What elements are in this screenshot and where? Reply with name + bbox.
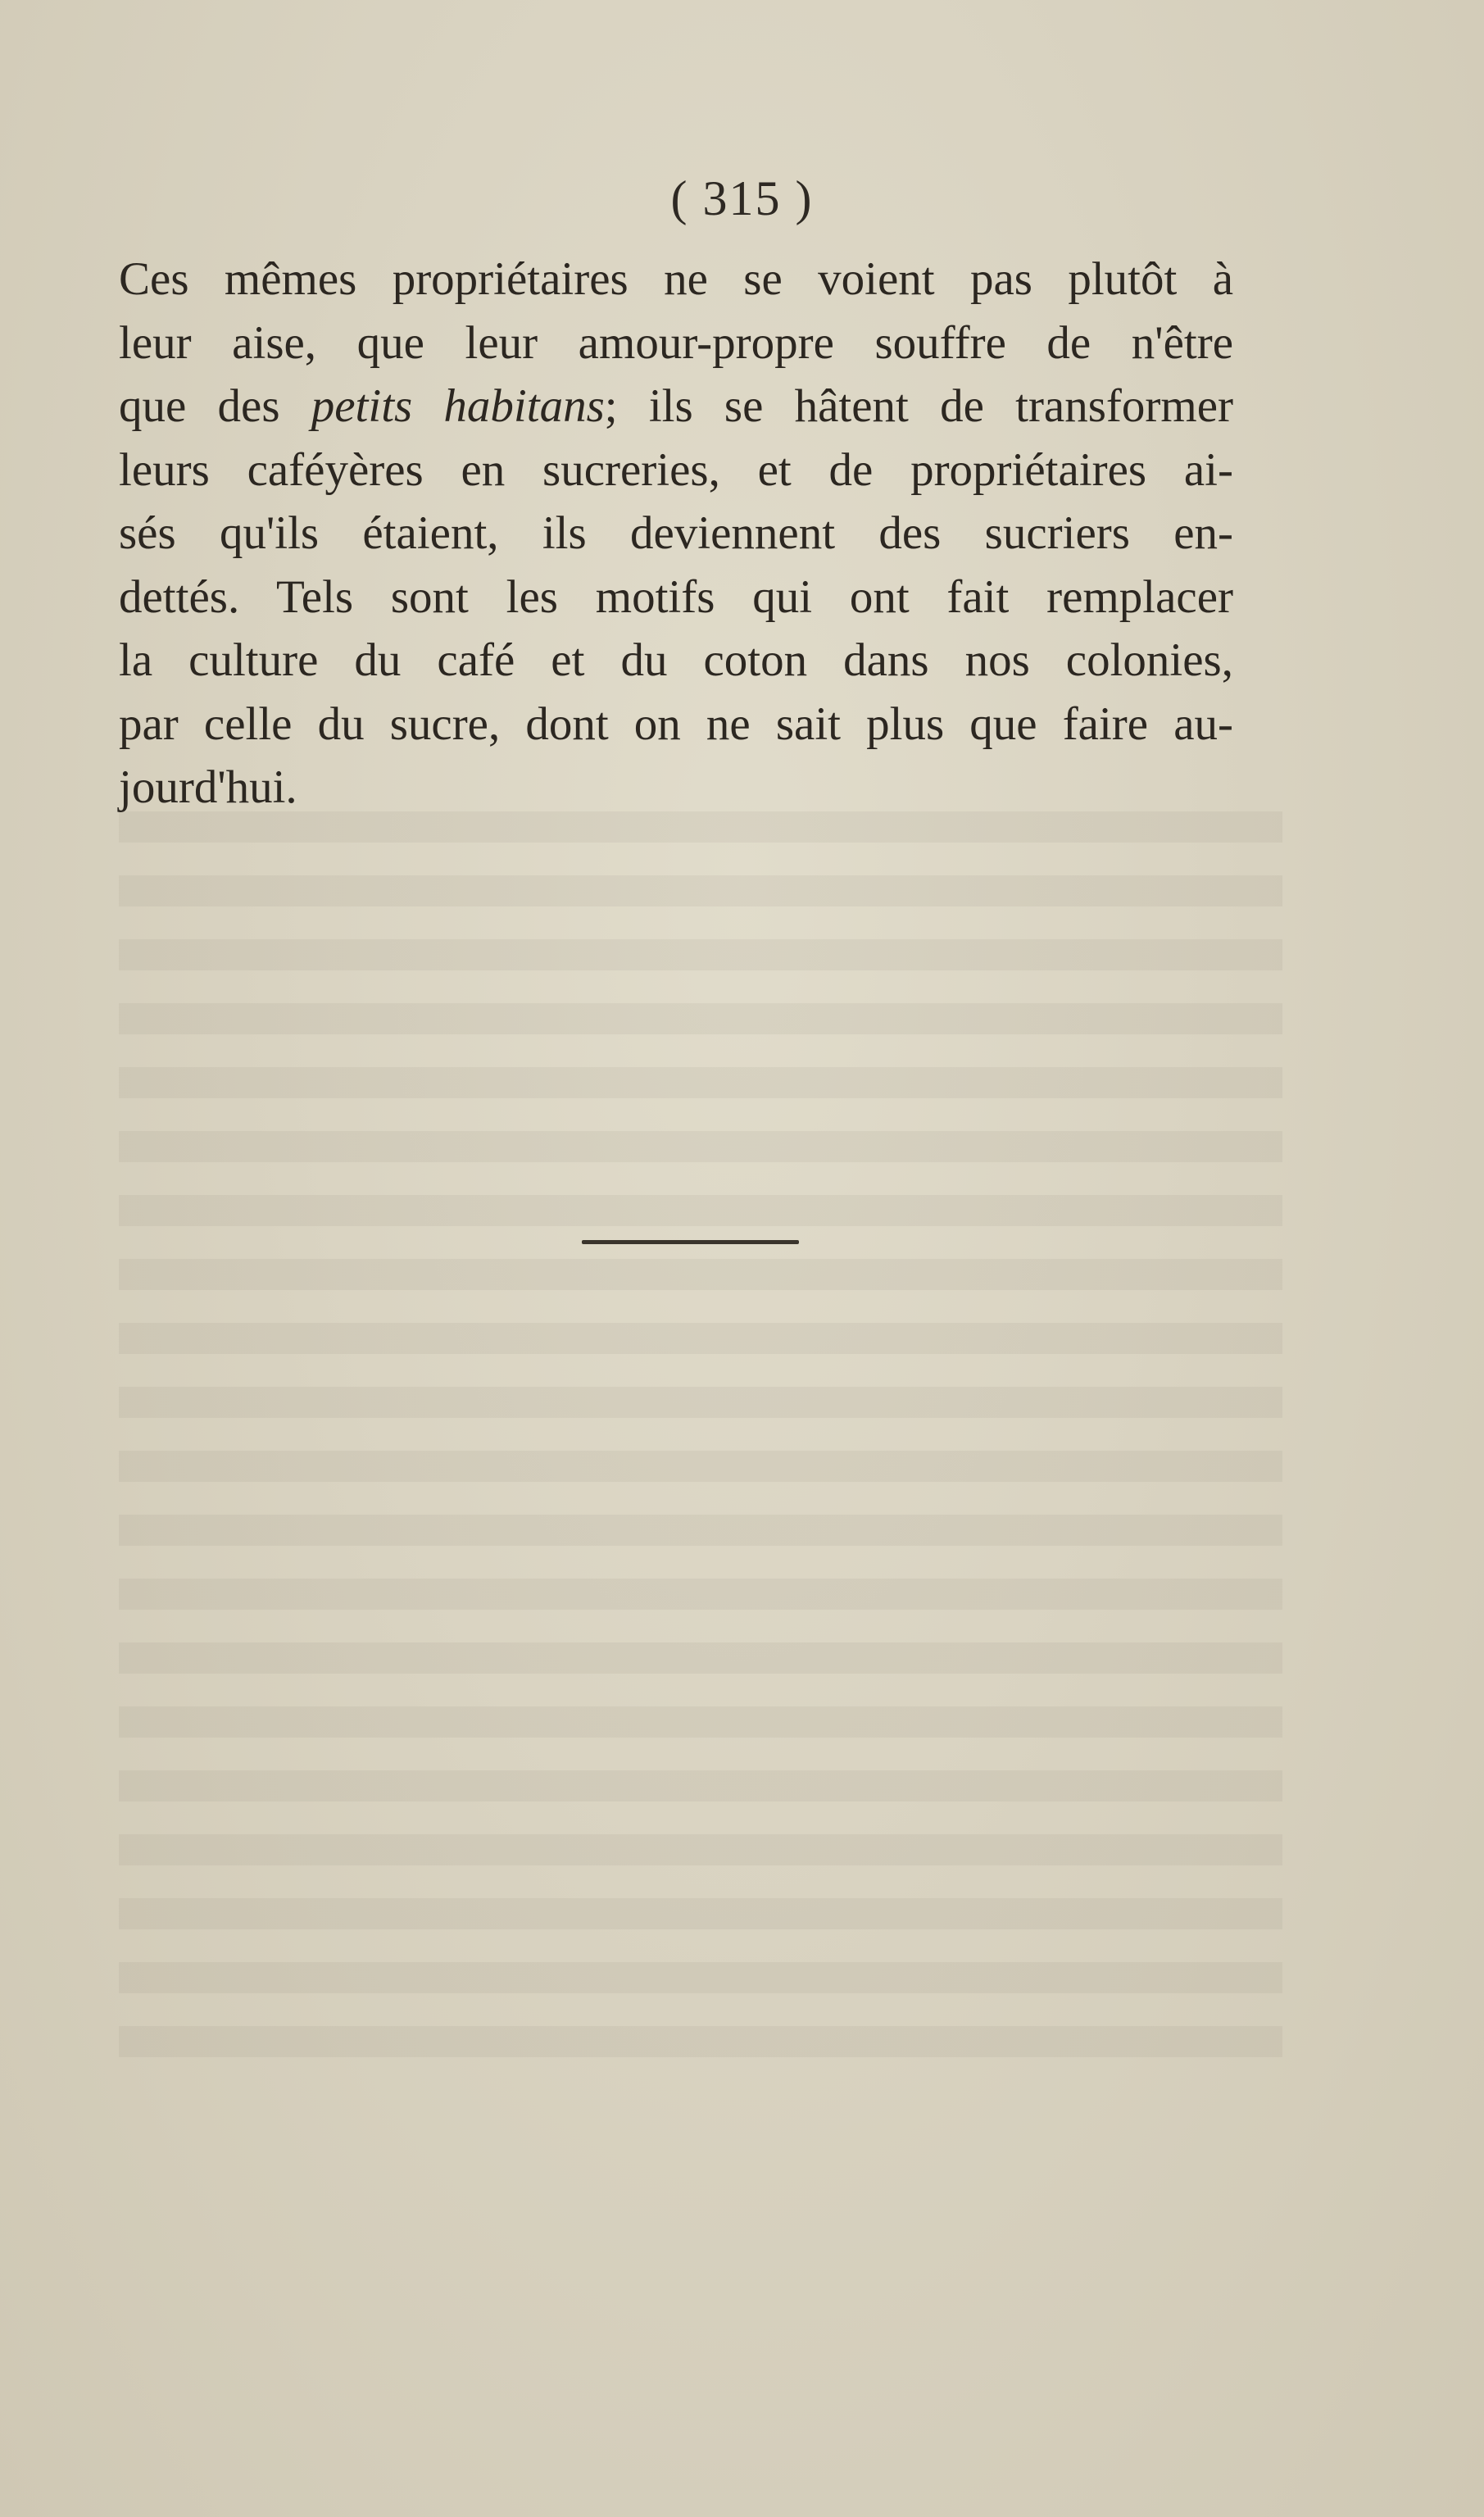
text-line-7: la culture du café et du coton dans nos colonies, (119, 634, 1233, 686)
paragraph (119, 248, 1233, 820)
italic-phrase: petits habitans (311, 380, 605, 432)
text-line-4: leurs caféyères en sucreries, et de propriétaires ai- (119, 443, 1233, 496)
text-line-3 (119, 375, 1233, 438)
text-line-2: leur aise, que leur amour-propre souffre de n'être (119, 316, 1233, 369)
text-line-6: dettés. Tels sont les motifs qui ont fait remplacer (119, 570, 1233, 623)
text-line-5: sés qu'ils étaient, ils deviennent des sucriers en- (119, 507, 1233, 559)
bleed-through-texture (119, 811, 1282, 2090)
text-line-3-end: ; ils se hâtent de transformer (604, 380, 1233, 432)
section-divider (582, 1240, 799, 1244)
text-line-9: jourd'hui. (119, 761, 297, 813)
text-line-3-start: que des (119, 380, 311, 432)
text-line-8: par celle du sucre, dont on ne sait plus que faire au- (119, 697, 1233, 750)
text-line-1: Ces mêmes propriétaires ne se voient pas plutôt à (119, 253, 1233, 305)
page-number: ( 315 ) (670, 171, 814, 225)
